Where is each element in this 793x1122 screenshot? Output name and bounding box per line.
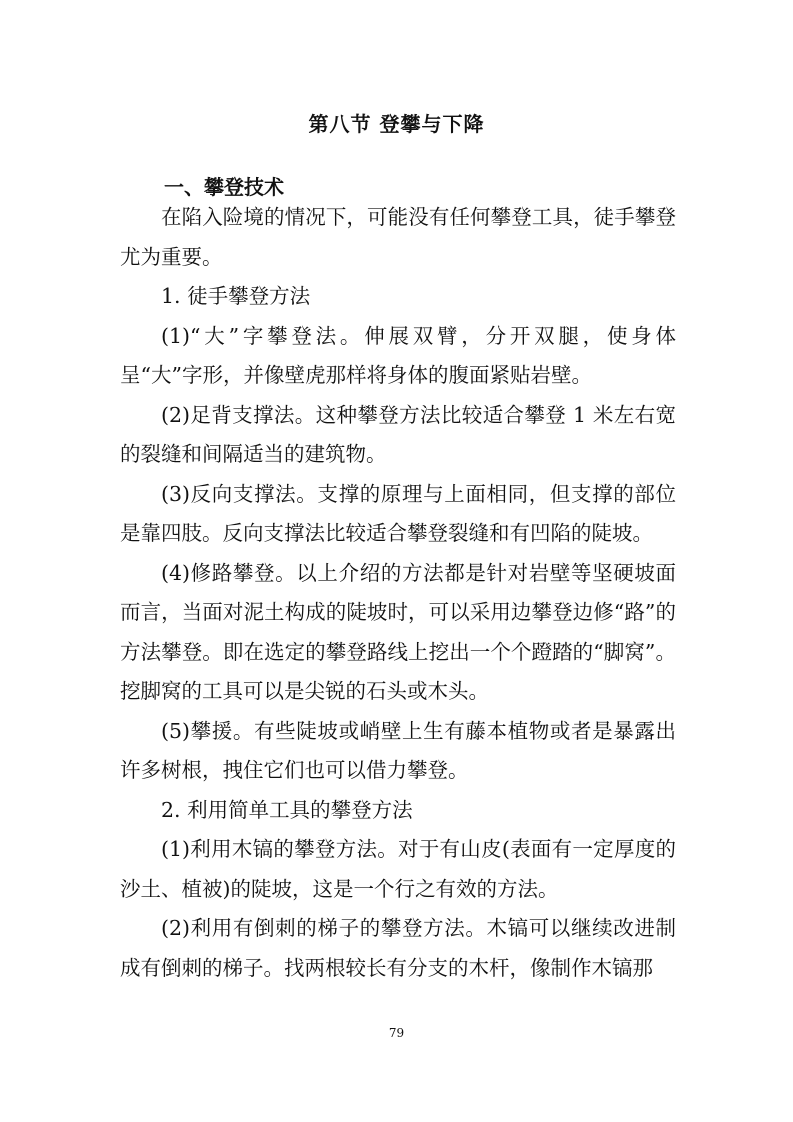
paragraph-reverse-support: (3)反向支撑法。支撑的原理与上面相同，但支撑的部位是靠四肢。反向支撑法比较适合攀登裂缝和有凹陷的陡坡。 bbox=[120, 481, 676, 545]
paragraph-intro: 在陷入险境的情况下，可能没有任何攀登工具，徒手攀登尤为重要。 bbox=[120, 205, 676, 269]
section-title: 第八节 登攀与下降 bbox=[308, 112, 485, 136]
heading-simple-tools: 2. 利用简单工具的攀登方法 bbox=[161, 797, 413, 822]
paragraph-path-climbing: (4)修路攀登。以上介绍的方法都是针对岩壁等坚硬坡面而言，当面对泥土构成的陡坡时，可以采用边攀登边修“路”的方法攀登。即在选定的攀登路线上挖出一个个蹬踏的“脚窝”。挖脚窝的工具可以是尖锐的石头或木头。 bbox=[120, 560, 676, 703]
paragraph-rope-climbing: (5)攀援。有些陡坡或峭壁上生有藤本植物或者是暴露出许多树根，拽住它们也可以借力攀登。 bbox=[120, 718, 676, 782]
paragraph-barbed-ladder: (2)利用有倒刺的梯子的攀登方法。木镐可以继续改进制成有倒刺的梯子。找两根较长有分支的木杆，像制作木镐那 bbox=[120, 916, 676, 980]
subsection-title: 一、攀登技术 bbox=[164, 175, 284, 199]
heading-freehand-climbing: 1. 徒手攀登方法 bbox=[161, 284, 311, 308]
body-text bbox=[120, 198, 676, 988]
paragraph-da-method: (1)“大”字攀登法。伸展双臂，分开双腿，使身体呈“大”字形，并像壁虎那样将身体的腹面紧贴岩壁。 bbox=[120, 323, 676, 387]
page-number: 79 bbox=[388, 1026, 405, 1040]
paragraph-instep-support: (2)足背支撑法。这种攀登方法比较适合攀登 1 米左右宽的裂缝和间隔适当的建筑物。 bbox=[120, 402, 676, 466]
paragraph-wooden-pick: (1)利用木镐的攀登方法。对于有山皮(表面有一定厚度的沙土、植被)的陡坡，这是一个行之有效的方法。 bbox=[120, 837, 676, 901]
